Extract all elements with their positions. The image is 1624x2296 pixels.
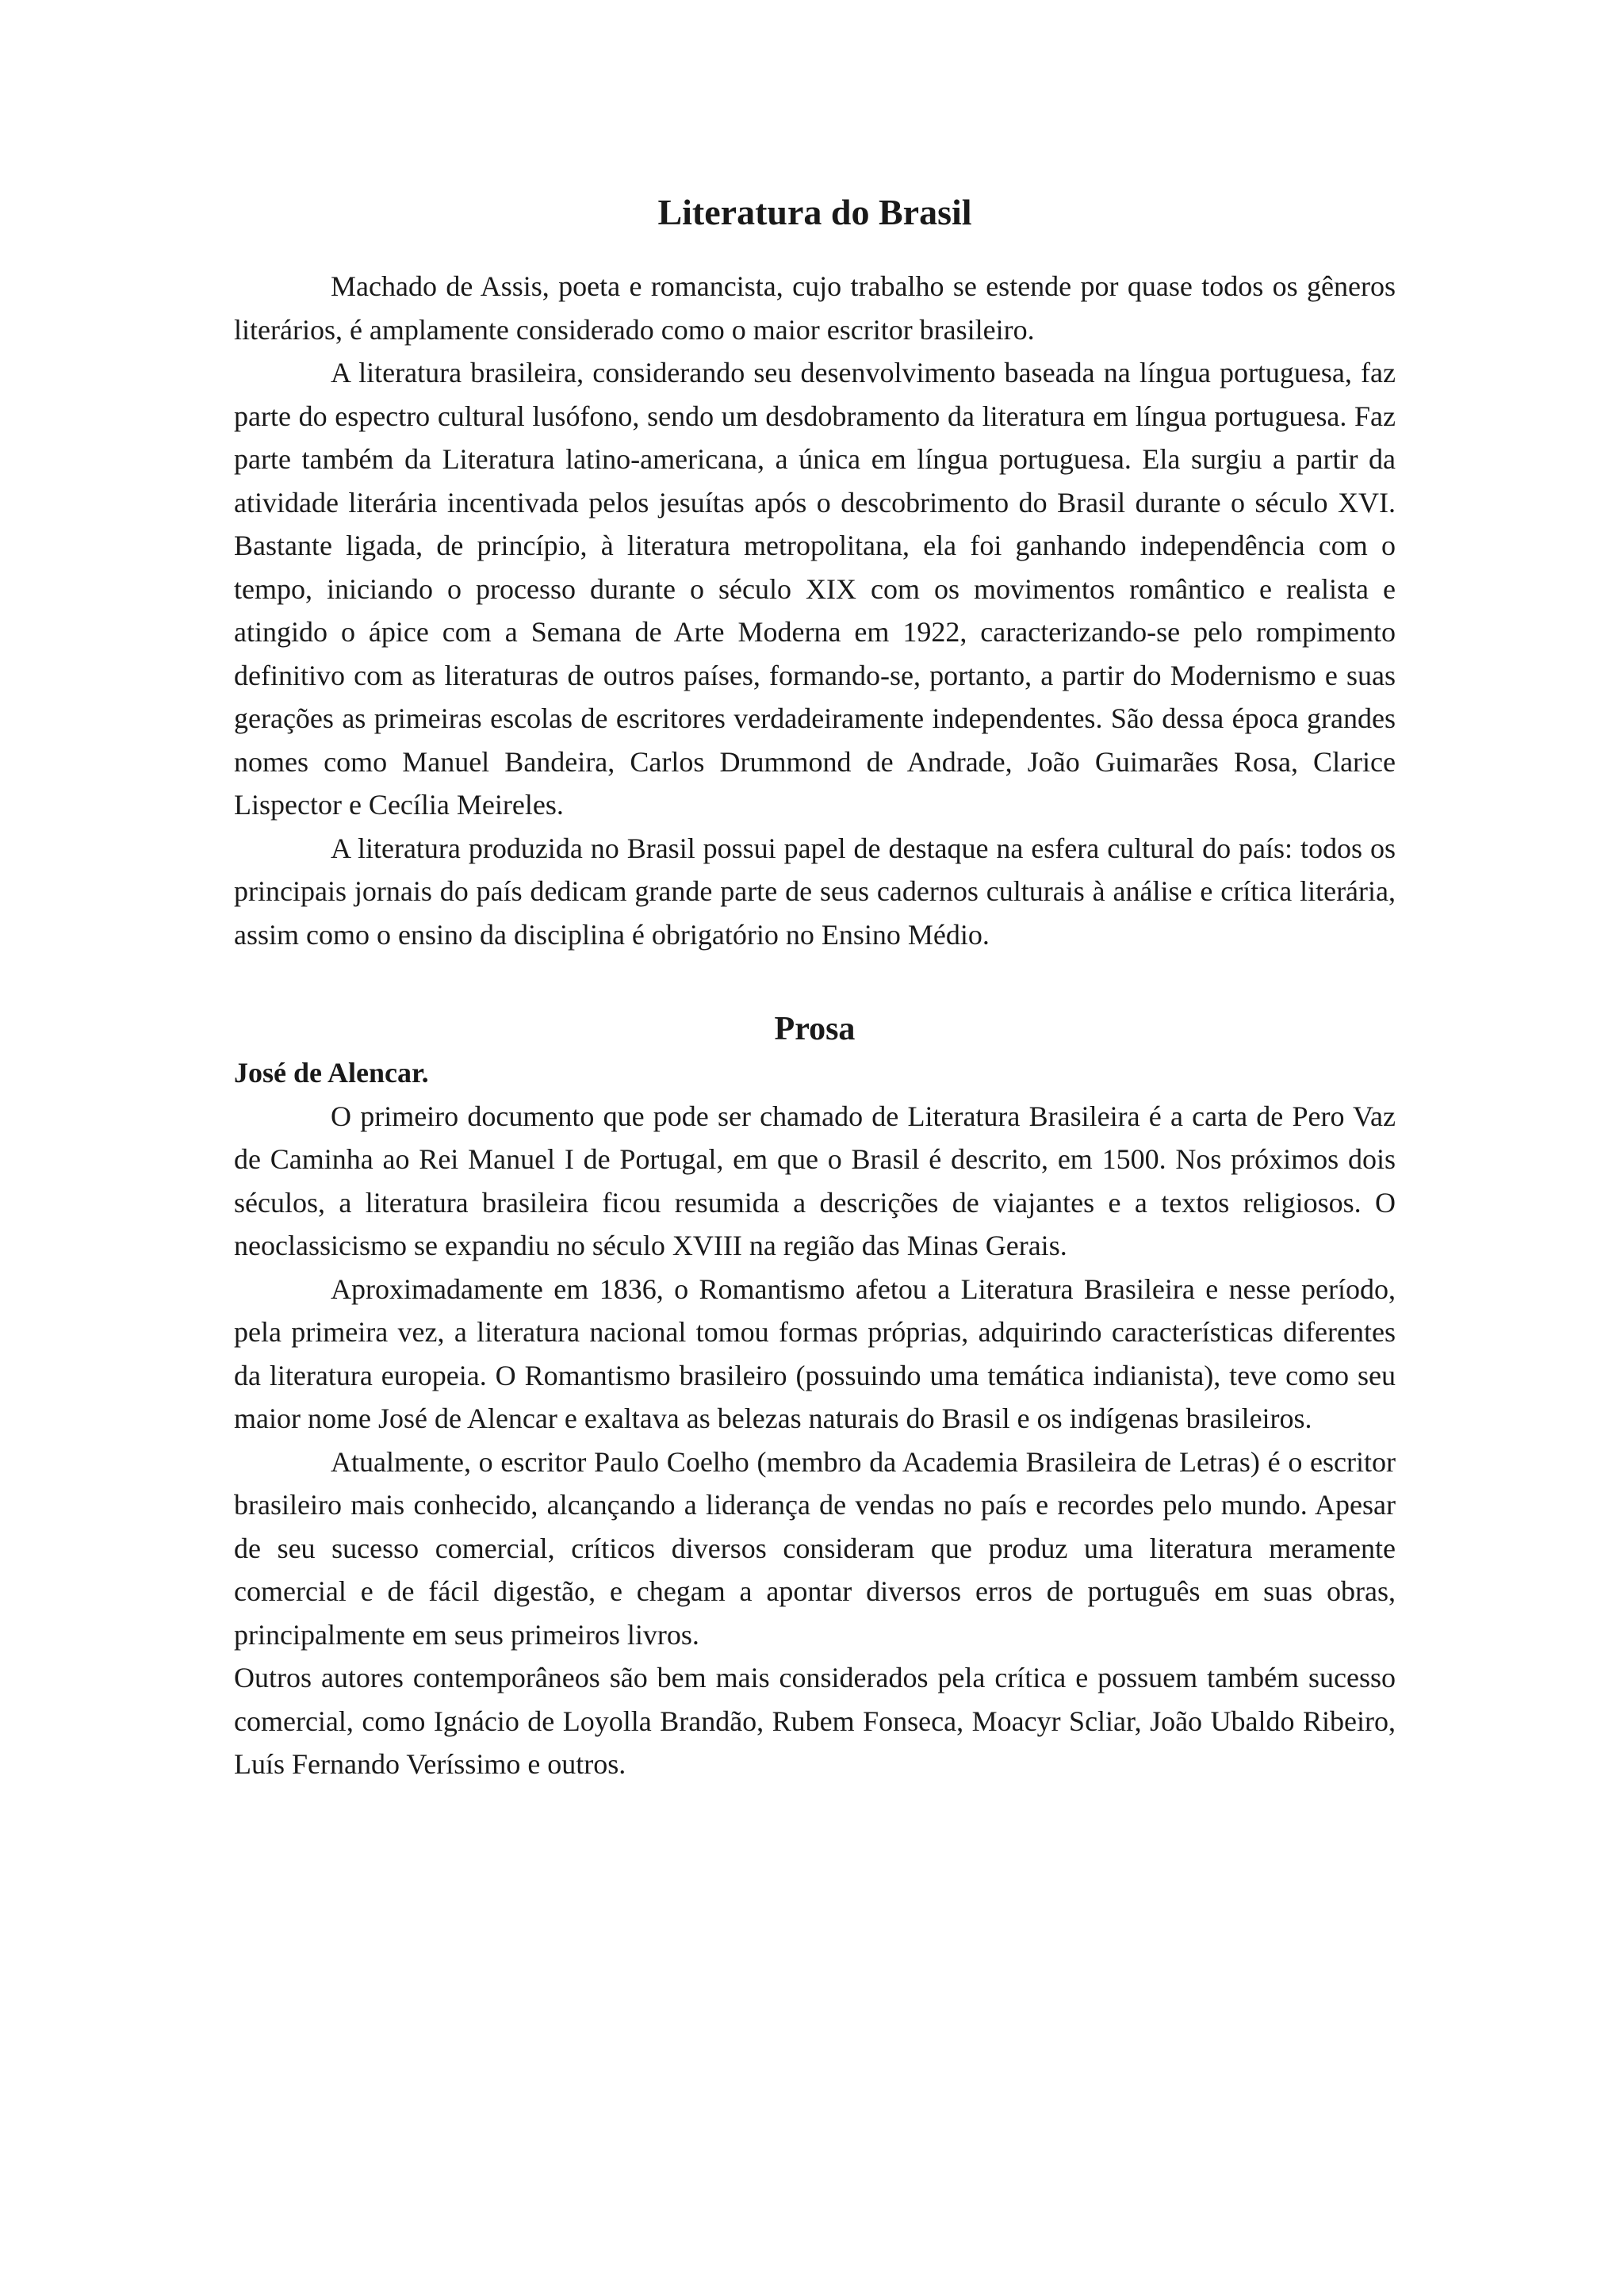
prosa-closing-paragraph: Outros autores contemporâneos são bem mais considerados pela crítica e possuem também sucesso comercial, como Ignácio de Loyolla Brandão, Rubem Fonseca, Moacyr Scliar, João Ubaldo Ribeiro, Luís Fernando Veríssimo e outros.	[234, 1662, 1396, 1780]
section-title-prosa: Prosa	[774, 1011, 856, 1047]
document-page	[234, 190, 1396, 1786]
intro-paragraph-3: A literatura produzida no Brasil possui papel de destaque na esfera cultural do país: todos os principais jornais do país dedicam grande parte de seus cadernos culturais à análise e crítica literária, assim como o ensino da disciplina é obrigatório no Ensino Médio.	[234, 832, 1396, 951]
intro-paragraph-1: Machado de Assis, poeta e romancista, cujo trabalho se estende por quase todos os gêneros literários, é amplamente considerado como o maior escritor brasileiro.	[234, 270, 1396, 346]
prosa-paragraph-1: O primeiro documento que pode ser chamado de Literatura Brasileira é a carta de Pero Vaz de Caminha ao Rei Manuel I de Portugal, em que o Brasil é descrito, em 1500. Nos próximos dois séculos, a literatura brasileira ficou resumida a descrições de viajantes e a textos religiosos. O neoclassicismo se expandiu no século XVIII na região das Minas Gerais.	[234, 1100, 1396, 1261]
section-subheading: José de Alencar.	[234, 1057, 429, 1089]
prosa-paragraph-3: Atualmente, o escritor Paulo Coelho (membro da Academia Brasileira de Letras) é o escritor brasileiro mais conhecido, alcançando a liderança de vendas no país e recordes pelo mundo. Apesar de seu sucesso comercial, críticos diversos consideram que produz uma literatura meramente comercial e de fácil digestão, e chegam a apontar diversos erros de português em suas obras, principalmente em seus primeiros livros.	[234, 1445, 1396, 1651]
prosa-paragraph-2: Aproximadamente em 1836, o Romantismo afetou a Literatura Brasileira e nesse período, pela primeira vez, a literatura nacional tomou formas próprias, adquirindo características diferentes da literatura europeia. O Romantismo brasileiro (possuindo uma temática indianista), teve como seu maior nome José de Alencar e exaltava as belezas naturais do Brasil e os indígenas brasileiros.	[234, 1272, 1396, 1434]
intro-paragraph-2: A literatura brasileira, considerando seu desenvolvimento baseada na língua portuguesa, faz parte do espectro cultural lusófono, sendo um desdobramento da literatura em língua portuguesa. Faz parte também da Literatura latino-americana, a única em língua portuguesa. Ela surgiu a partir da atividade literária incentivada pelos jesuítas após o descobrimento do Brasil durante o século XVI. Bastante ligada, de princípio, à literatura metropolitana, ela foi ganhando independência com o tempo, iniciando o processo durante o século XIX com os movimentos romântico e realista e atingido o ápice com a Semana de Arte Moderna em 1922, caracterizando-se pelo rompimento definitivo com as literaturas de outros países, formando-se, portanto, a partir do Modernismo e suas gerações as primeiras escolas de escritores verdadeiramente independentes. São dessa época grandes nomes como Manuel Bandeira, Carlos Drummond de Andrade, João Guimarães Rosa, Clarice Lispector e Cecília Meireles.	[234, 357, 1396, 821]
page-title: Literatura do Brasil	[657, 192, 972, 232]
